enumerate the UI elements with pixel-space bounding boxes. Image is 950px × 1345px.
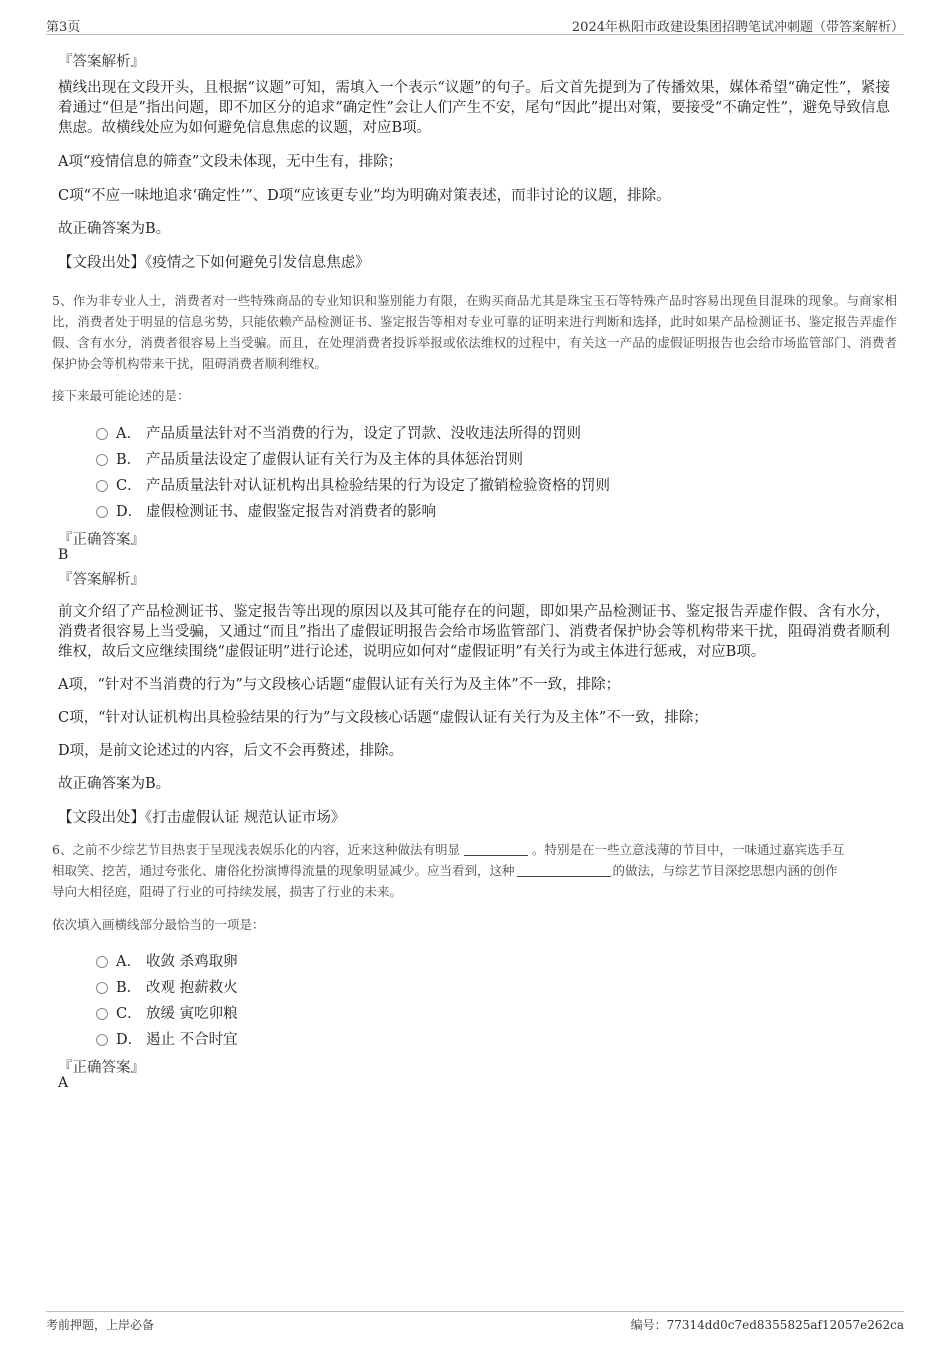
q6-option-c[interactable]: C． 放缓 寅吃卯粮 (96, 1002, 238, 1022)
q4-analysis-option-a: A项“疫情信息的筛查”文段未体现，无中生有，排除； (58, 154, 403, 170)
q5-analysis-body: 前文介绍了产品检测证书、鉴定报告等出现的原因以及其可能存在的问题，即如果产品检测证书、鉴定报告弄虚作假、含有水分，消费者很容易上当受骗，又通过“而且”指出了虚假证明报告会给市场监管部门、消费者保护协会等机构带来干扰，阻碍消费者顺利维权，故后文应继续围绕“虚假证明”进行论述，说明应如何对“虚假证明”有关行为或主体进行惩戒，对应B项。 (58, 604, 890, 660)
q5-stem: 5、作为非专业人士，消费者对一些特殊商品的专业知识和鉴别能力有限，在购买商品尤其是珠宝玉石等特殊产品时容易出现鱼目混珠的现象。与商家相比，消费者处于明显的信息劣势，只能依赖产品检测证书、鉴定报告等相对专业可靠的证明来进行判断和选择，此时如果产品检测证书、鉴定报告弄虚作假、含有水分，消费者很容易上当受骗。而且，在处理消费者投诉举报或依法维权的过程中，有关这一产品的虚假证明报告也会给市场监管部门、消费者保护协会等机构带来干扰，阻碍消费者顺利维权。 (52, 293, 897, 371)
q4-source: 【文段出处】《疫情之下如何避免引发信息焦虑》 (58, 255, 370, 271)
document-title: 2024年枞阳市政建设集团招聘笔试冲刺题（带答案解析） (571, 20, 904, 35)
radio-icon[interactable] (96, 1034, 108, 1046)
q6-option-d[interactable]: D． 遏止 不合时宜 (96, 1028, 238, 1048)
q6-option-b[interactable]: B． 改观 抱薪救火 (96, 976, 238, 996)
q6-answer: A (58, 1075, 69, 1091)
q4-analysis-body: 横线出现在文段开头，且根据“议题”可知，需填入一个表示“议题”的句子。后文首先提到为了传播效果，媒体希望“确定性”，紧接着通过“但是”指出问题，即不加区分的追求“确定性”会让人们产生不安，尾句“因此”提出对策，要接受“不确定性”，避免导致信息焦虑。故横线处应为如何避免信息焦虑的议题，对应B项。 (58, 80, 890, 136)
document-id: 编号：77314dd0c7ed8355825af12057e262ca (630, 1318, 904, 1332)
fill-blank-2[interactable] (517, 864, 611, 877)
page-header (46, 14, 904, 35)
radio-icon[interactable] (96, 506, 108, 518)
q4-analysis-option-cd: C项“不应一味地追求‘确定性’”、D项“应该更专业”均为明确对策表述，而非讨论的议题，排除。 (58, 188, 671, 204)
radio-icon[interactable] (96, 956, 108, 968)
q6-stem-line1: 6、之前不少综艺节目热衷于呈现浅表娱乐化的内容，近来这种做法有明显 。特别是在一些立意浅薄的节目中，一味通过嘉宾选手互 (52, 842, 845, 857)
q5-option-b[interactable]: B． 产品质量法设定了虚假认证有关行为及主体的具体惩治罚则 (96, 448, 523, 468)
q4-conclusion: 故正确答案为B。 (58, 221, 171, 237)
q6-answer-heading: 『正确答案』 (58, 1060, 145, 1076)
q5-option-d[interactable]: D． 虚假检测证书、虚假鉴定报告对消费者的影响 (96, 500, 436, 520)
q5-option-c[interactable]: C． 产品质量法针对认证机构出具检验结果的行为设定了撤销检验资格的罚则 (96, 474, 610, 494)
q6-stem-line2: 相取笑、挖苦，通过夸张化、庸俗化扮演博得流量的现象明显减少。应当看到，这种 的做法，与综艺节目深挖思想内涵的创作 (52, 863, 838, 878)
footer-slogan: 考前押题，上岸必备 (46, 1318, 155, 1332)
q5-analysis-option-c: C项，“针对认证机构出具检验结果的行为”与文段核心话题“虚假认证有关行为及主体”不一致，排除； (58, 710, 708, 726)
radio-icon[interactable] (96, 454, 108, 466)
q5-analysis-option-a: A项，“针对不当消费的行为”与文段核心话题“虚假认证有关行为及主体”不一致，排除； (58, 677, 621, 693)
q5-analysis-heading: 『答案解析』 (58, 572, 145, 588)
radio-icon[interactable] (96, 428, 108, 440)
q5-source: 【文段出处】《打击虚假认证 规范认证市场》 (58, 810, 346, 826)
q5-answer: B (58, 547, 69, 563)
q6-prompt: 依次填入画横线部分最恰当的一项是： (52, 917, 265, 932)
q6-option-a[interactable]: A． 收敛 杀鸡取卵 (96, 950, 238, 970)
radio-icon[interactable] (96, 982, 108, 994)
q5-option-a[interactable]: A． 产品质量法针对不当消费的行为，设定了罚款、没收违法所得的罚则 (96, 422, 581, 442)
radio-icon[interactable] (96, 480, 108, 492)
radio-icon[interactable] (96, 1008, 108, 1020)
q5-prompt: 接下来最可能论述的是： (52, 388, 190, 403)
page-footer (46, 1311, 904, 1336)
q4-analysis-heading: 『答案解析』 (58, 54, 145, 70)
fill-blank-1[interactable] (464, 843, 528, 856)
q5-conclusion: 故正确答案为B。 (58, 776, 171, 792)
q6-stem-line3: 导向大相径庭，阻碍了行业的可持续发展，损害了行业的未来。 (52, 884, 403, 899)
q5-analysis-option-d: D项，是前文论述过的内容，后文不会再赘述，排除。 (58, 743, 404, 759)
q5-answer-heading: 『正确答案』 (58, 532, 145, 548)
page-number: 第3页 (46, 20, 81, 35)
